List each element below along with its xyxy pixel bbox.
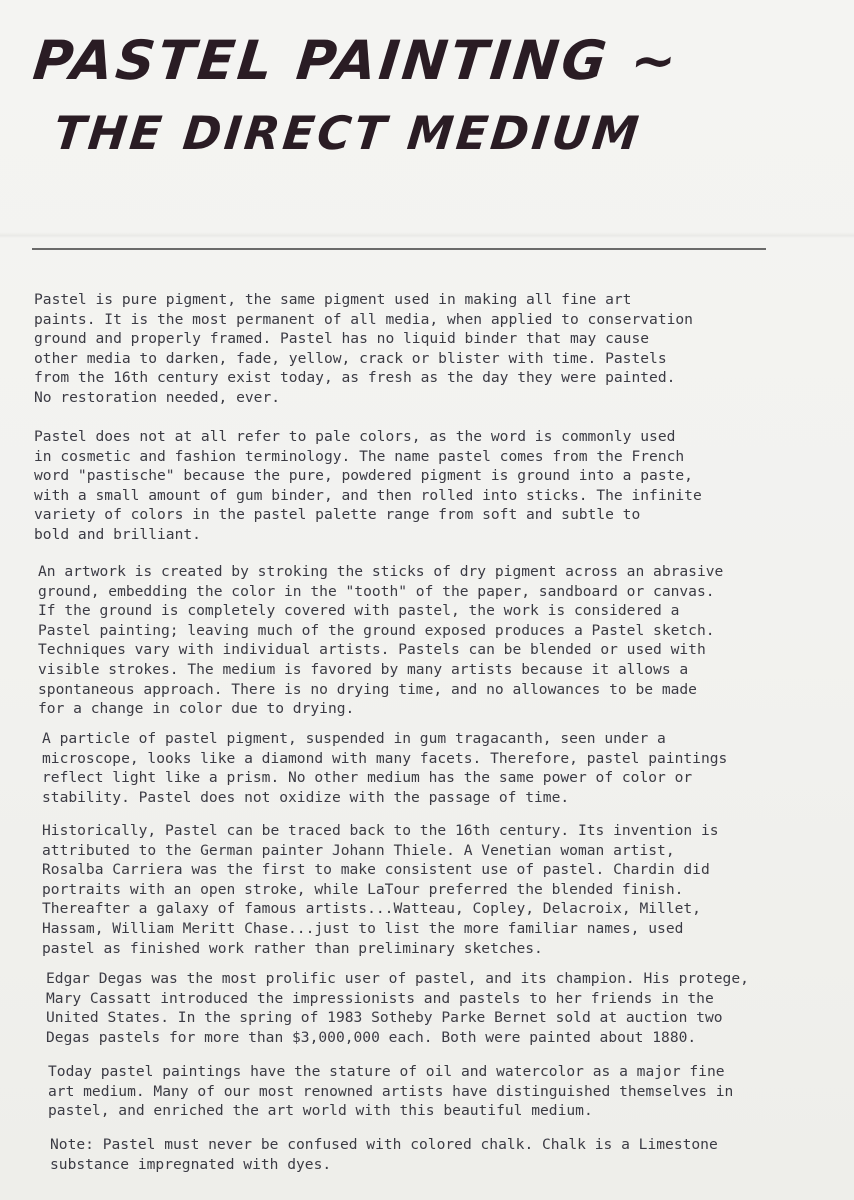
paper-fold-shadow	[0, 232, 854, 238]
title-divider	[32, 248, 766, 250]
document-title	[23, 26, 683, 164]
title-line-2: THE DIRECT MEDIUM	[51, 106, 645, 160]
paragraph-note: Note: Pastel must never be confused with colored chalk. Chalk is a Limestone substance impregnated with dyes.	[50, 1136, 718, 1173]
paragraph-artwork-creation: An artwork is created by stroking the sticks of dry pigment across an abrasive ground, embedding the color in the "tooth" of the paper, sandboard or canvas. If the ground is completely covered with pastel, the work is considered a Pastel painting; leaving much of the ground exposed produces a Pastel sketch. Techniques vary with individual artists. Pastels can be blended or used with visible strokes. The medium is favored by many artists because it allows a spontaneous approach. There is no drying time, and no allowances to be made for a change in color due to drying.	[38, 563, 724, 718]
paragraph-pale-colors: Pastel does not at all refer to pale colors, as the word is commonly used in cosmetic and fashion terminology. The name pastel comes from the French word "pastische" because the pure, powdered pigment is ground into a paste, with a small amount of gum binder, and then rolled into sticks. The infinite variety of colors in the pastel palette range from soft and subtle to bold and brilliant.	[34, 428, 702, 543]
paragraph-degas: Edgar Degas was the most prolific user of pastel, and its champion. His protege, Mary Cassatt introduced the impressionists and pastels to her friends in the United States. In the spring of 1983 Sotheby Parke Bernet sold at auction two Degas pastels for more than $3,000,000 each. Both were painted about 1880.	[46, 970, 749, 1046]
paragraph-pigment-particle: A particle of pastel pigment, suspended in gum tragacanth, seen under a microscope, looks like a diamond with many facets. Therefore, pastel paintings reflect light like a prism. No other medium has the same power of color or stability. Pastel does not oxidize with the passage of time.	[42, 730, 728, 806]
paragraph-pure-pigment: Pastel is pure pigment, the same pigment used in making all fine art paints. It is the most permanent of all media, when applied to conservation ground and properly framed. Pastel has no liquid binder that may cause other media to darken, fade, yellow, crack or blister with time. Pastels from the 16th century exist today, as fresh as the day they were painted. No restoration needed, ever.	[34, 291, 693, 406]
title-line-1: PASTEL PAINTING ~	[30, 29, 683, 92]
paragraph-today: Today pastel paintings have the stature of oil and watercolor as a major fine art medium. Many of our most renowned artists have distinguished themselves in pastel, and enriched the art world with this beautiful medium.	[48, 1063, 734, 1120]
paragraph-history: Historically, Pastel can be traced back to the 16th century. Its invention is attributed to the German painter Johann Thiele. A Venetian woman artist, Rosalba Carriera was the first to make consistent use of pastel. Chardin did portraits with an open stroke, while LaTour preferred the blended finish. Thereafter a galaxy of famous artists...Watteau, Copley, Delacroix, Millet, Hassam, William Meritt Chase...just to list the more familiar names, used pastel as finished work rather than preliminary sketches.	[42, 822, 719, 957]
